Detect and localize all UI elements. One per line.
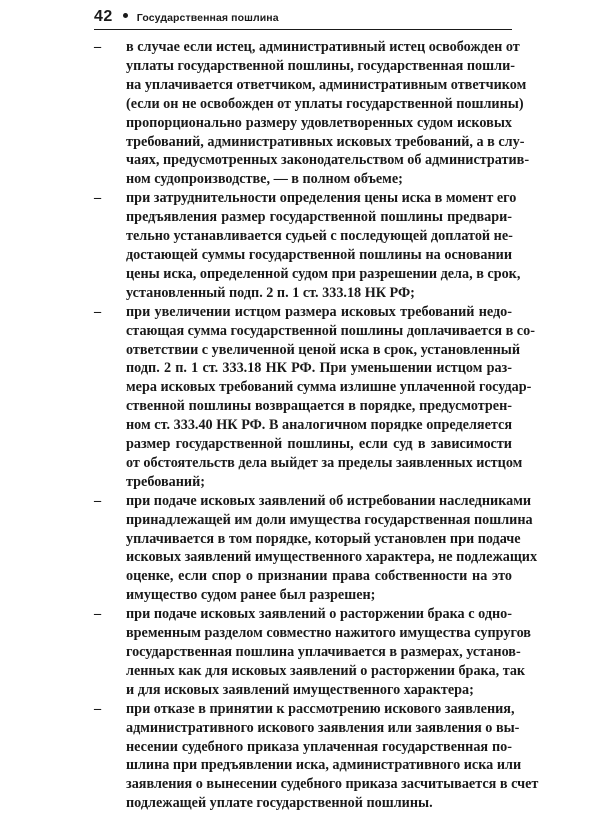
text-line: при увеличении истцом размера исковых требований недо-: [126, 303, 512, 320]
list-dash: –: [94, 606, 102, 623]
list-dash: –: [94, 303, 102, 320]
list-item: [94, 700, 539, 813]
text-line: тельно устанавливается судьей с последующей доплатой не-: [126, 228, 513, 245]
text-line: стающая сумма государственной пошлины доплачивается в со-: [126, 322, 535, 339]
text-line: уплаты государственной пошлины, государственная пошли-: [126, 57, 515, 74]
list-dash: –: [94, 190, 102, 207]
list-item: [94, 38, 530, 189]
text-line: требований;: [126, 473, 205, 490]
text-line: предъявления размер государственной пошлины предвари-: [126, 209, 512, 226]
text-line: шлина при предъявлении иска, административного иска или: [126, 757, 522, 774]
text-line: принадлежащей им доли имущества государственная пошлина: [126, 511, 533, 528]
text-line: мера исковых требований сумма излишне уплаченной государ-: [126, 379, 532, 396]
text-line: (если он не освобожден от уплаты государственной пошлины): [126, 95, 524, 112]
text-line: в случае если истец, административный истец освобожден от: [126, 39, 520, 55]
text-line: оценке, если спор о признании права собственности на это: [126, 568, 512, 585]
text-line: несении судебного приказа уплаченная государственная по-: [126, 738, 512, 755]
text-line: уплачивается в том порядке, который установлен при подаче: [126, 530, 521, 547]
text-line: ном судопроизводстве, — в полном объеме;: [126, 171, 403, 188]
list-dash: –: [94, 700, 102, 717]
text-line: ленных как для исковых заявлений о расторжении брака, так: [126, 662, 526, 679]
text-line: размер государственной пошлины, если суд в зависимости: [126, 436, 512, 453]
text-line: ном ст. 333.40 НК РФ. В аналогичном порядке определяется: [126, 417, 512, 434]
text-line: при отказе в принятии к рассмотрению искового заявления,: [126, 700, 515, 717]
running-head: [94, 8, 512, 28]
text-line: достающей суммы государственной пошлины на основании: [126, 246, 512, 263]
text-line: на уплачивается ответчиком, административным ответчиком: [126, 76, 527, 93]
text-line: и для исковых заявлений имущественного характера;: [126, 681, 474, 698]
text-line: имущество судом ранее был разрешен;: [126, 587, 376, 604]
text-line: временным разделом совместно нажитого имущества супругов: [126, 625, 531, 642]
list-dash: –: [94, 39, 102, 55]
text-line: государственная пошлина уплачивается в размерах, установ-: [126, 644, 521, 660]
list-dash: –: [94, 492, 102, 509]
text-line: подлежащей уплате государственной пошлины.: [126, 795, 433, 812]
text-line: административного искового заявления или заявления о вы-: [126, 719, 520, 736]
body-text: [94, 38, 539, 813]
list-item: [94, 492, 538, 605]
text-line: заявления о вынесении судебного приказа засчитывается в счет: [126, 776, 539, 793]
list-item: [94, 605, 531, 700]
header-rule: [94, 29, 512, 30]
text-line: требований, административных исковых требований, а в слу-: [126, 133, 525, 150]
text-line: подп. 2 п. 1 ст. 333.18 НК РФ. При уменьшении истцом раз-: [126, 360, 512, 377]
text-line: при затруднительности определения цены иска в момент его: [126, 190, 517, 207]
text-line: ственной пошлины возвращается в порядке, предусмотрен-: [126, 398, 512, 415]
list-item: [94, 303, 535, 492]
text-line: установленный подп. 2 п. 1 ст. 333.18 НК РФ;: [126, 284, 415, 301]
text-line: исковых заявлений имущественного характера, не подлежащих: [126, 549, 538, 566]
text-line: цены иска, определенной судом при разрешении дела, в срок,: [126, 265, 521, 282]
text-line: чаях, предусмотренных законодательством об административ-: [126, 152, 530, 169]
page-number: 42: [94, 8, 113, 25]
running-title: Государственная пошлина: [136, 12, 279, 24]
text-line: пропорционально размеру удовлетворенных судом исковых: [126, 114, 512, 131]
text-line: при подаче исковых заявлений о расторжении брака с одно-: [126, 606, 512, 623]
text-line: ответствии с увеличенной ценой иска в срок, установленный: [126, 341, 521, 358]
list-item: [94, 189, 521, 302]
text-line: при подаче исковых заявлений об истребовании наследниками: [126, 492, 532, 509]
bullet-dot-icon: [123, 13, 128, 18]
text-line: от обстоятельств дела выйдет за пределы заявленных истцом: [126, 454, 523, 471]
